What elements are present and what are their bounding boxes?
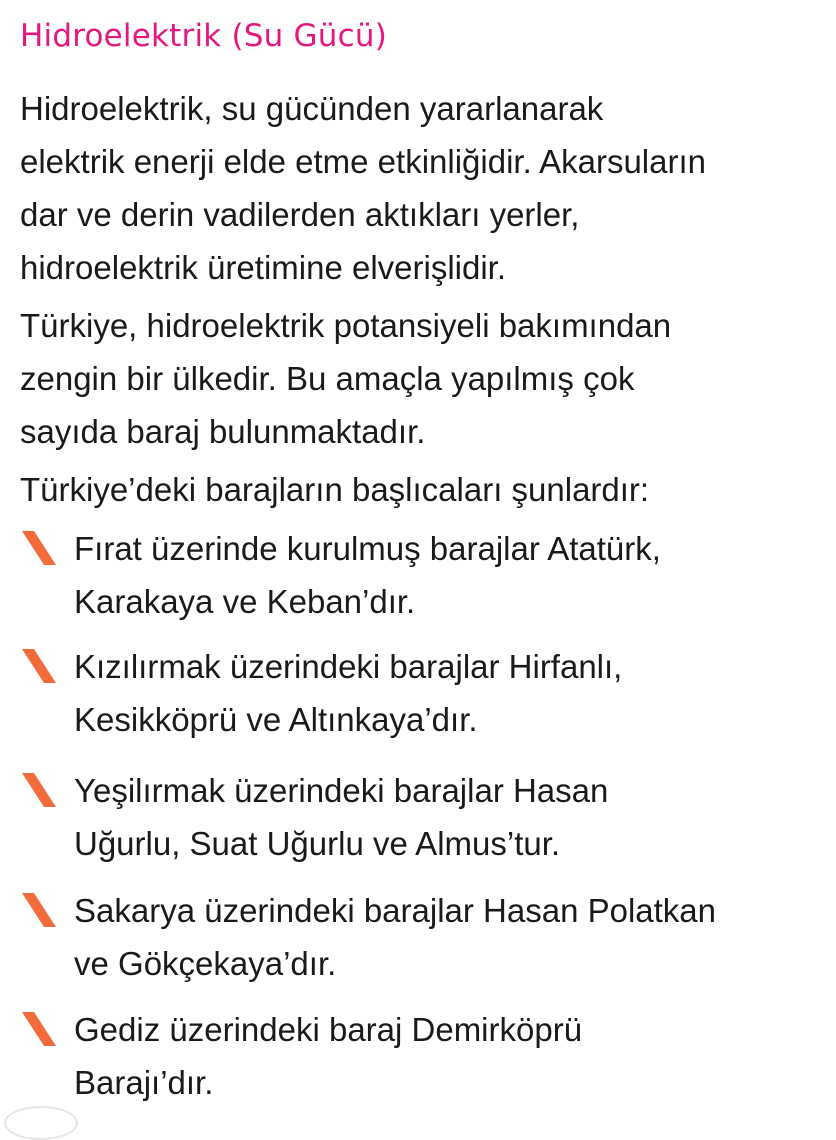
section-title: Hidroelektrik (Su Gücü) [20, 18, 387, 54]
list-item-text: Gediz üzerindeki baraj Demirköprü Barajı’dır. [74, 1011, 583, 1101]
list-item-text: Fırat üzerinde kurulmuş barajlar Atatürk, Karakaya ve Keban’dır. [74, 530, 661, 620]
orange-slash-icon [20, 1012, 56, 1046]
paragraph-potential: Türkiye, hidroelektrik potansiyeli bakımından zengin bir ülkedir. Bu amaçla yapılmış çok sayıda baraj bulunmaktadır. [20, 307, 672, 450]
page-edge-decoration [4, 1106, 78, 1140]
orange-slash-icon [20, 773, 56, 807]
orange-slash-icon [20, 893, 56, 927]
list-item-text: Kızılırmak üzerindeki barajlar Hirfanlı, Kesikköprü ve Altınkaya’dır. [74, 648, 623, 738]
list-item-text: Yeşilırmak üzerindeki barajlar Hasan Uğurlu, Suat Uğurlu ve Almus’tur. [74, 772, 609, 862]
orange-slash-icon [20, 649, 56, 683]
orange-slash-icon [20, 531, 56, 565]
paragraph-definition: Hidroelektrik, su gücünden yararlanarak elektrik enerji elde etme etkinliğidir. Akarsuların dar ve derin vadilerden aktıkları yerler, hidroelektrik üretimine elverişlidir. [20, 90, 706, 286]
paragraph-list-intro: Türkiye’deki barajların başlıcaları şunlardır: [20, 471, 650, 508]
list-item-text: Sakarya üzerindeki barajlar Hasan Polatkan ve Gökçekaya’dır. [74, 892, 717, 982]
